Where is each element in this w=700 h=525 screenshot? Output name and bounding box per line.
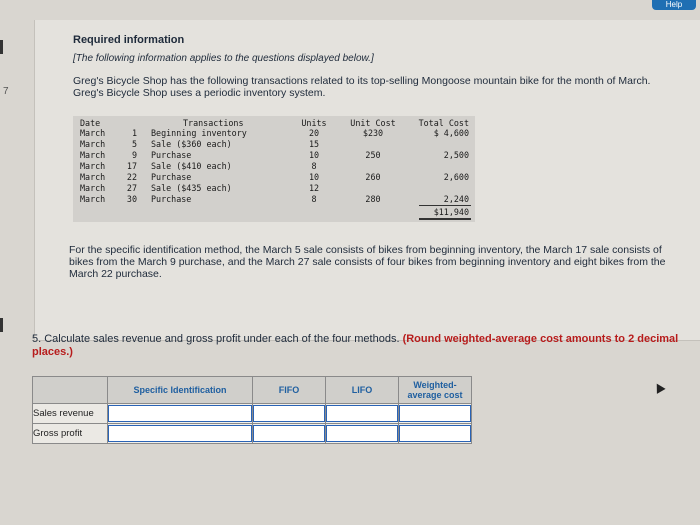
cell-gp-fifo	[253, 424, 326, 444]
required-info-panel	[34, 20, 700, 341]
sales-revenue-weighted-input[interactable]	[399, 405, 471, 422]
cell-gp-lifo	[326, 424, 399, 444]
gross-profit-fifo-input[interactable]	[253, 425, 325, 442]
row-label-gross-profit: Gross profit	[33, 424, 108, 444]
row-units: 10	[308, 150, 320, 160]
sales-revenue-lifo-input[interactable]	[326, 405, 398, 422]
question-number-marker: 7	[3, 86, 9, 97]
row-description: Purchase	[151, 194, 192, 204]
cell-sales-weighted	[399, 404, 472, 424]
row-day: 1	[131, 128, 137, 138]
table-row	[33, 424, 472, 444]
row-units: 8	[311, 194, 317, 204]
cell-gp-weighted	[399, 424, 472, 444]
sales-revenue-specific-input[interactable]	[108, 405, 252, 422]
row-day: 5	[131, 139, 137, 149]
info-description: Greg's Bicycle Shop has the following transactions related to its top-selling Mongoose mountain bike for the month of March. Greg's Bicycle Shop uses a periodic inventory system.	[73, 75, 651, 99]
left-edge-mark	[0, 40, 3, 54]
row-description: Sale ($360 each)	[151, 139, 232, 149]
row-description: Beginning inventory	[151, 128, 247, 138]
left-edge-mark	[0, 318, 3, 332]
answer-table	[32, 376, 472, 444]
grand-total-row	[73, 207, 475, 218]
row-total-cost: 2,500	[443, 150, 469, 160]
gross-profit-lifo-input[interactable]	[326, 425, 398, 442]
col-fifo: FIFO	[253, 377, 326, 404]
transaction-row	[73, 183, 475, 194]
row-label-sales-revenue: Sales revenue	[33, 404, 108, 424]
sales-revenue-fifo-input[interactable]	[253, 405, 325, 422]
header-unit-cost: Unit Cost	[350, 118, 396, 128]
row-unit-cost: 250	[365, 150, 381, 160]
question-instruction: (Round weighted-average cost amounts to 2 decimal places.)	[32, 333, 679, 358]
transaction-row	[73, 128, 475, 139]
col-lifo: LIFO	[326, 377, 399, 404]
header-date: Date	[80, 118, 101, 128]
row-units: 12	[308, 183, 320, 193]
help-tab[interactable]: Help	[652, 0, 696, 10]
row-description: Purchase	[151, 150, 192, 160]
row-description: Sale ($435 each)	[151, 183, 232, 193]
cell-sales-fifo	[253, 404, 326, 424]
row-units: 15	[308, 139, 320, 149]
row-month: March	[80, 172, 106, 182]
row-total-cost: 2,600	[443, 172, 469, 182]
row-description: Sale ($410 each)	[151, 161, 232, 171]
answer-table-header	[33, 377, 472, 404]
row-month: March	[80, 161, 106, 171]
row-units: 20	[308, 128, 320, 138]
mouse-cursor-icon	[652, 381, 665, 394]
question-5	[32, 333, 692, 359]
header-total-cost: Total Cost	[418, 118, 469, 128]
row-month: March	[80, 128, 106, 138]
transaction-row	[73, 194, 475, 205]
row-total-cost: $ 4,600	[433, 128, 469, 138]
row-month: March	[80, 150, 106, 160]
transactions-table	[73, 116, 475, 222]
specific-identification-note: For the specific identification method, the March 5 sale consists of bikes from beginning inventory, the March 17 sale consists of bikes from the March 9 purchase, and the March 27 sale consists of four bikes from beginning inventory and eight bikes from the March 22 purchase.	[69, 244, 666, 280]
row-unit-cost: 280	[365, 194, 381, 204]
cell-sales-specific	[108, 404, 253, 424]
row-month: March	[80, 194, 106, 204]
info-subtitle: [The following information applies to the questions displayed below.]	[73, 53, 374, 64]
grand-total: $11,940	[433, 207, 469, 217]
row-day: 27	[126, 183, 137, 193]
row-month: March	[80, 183, 106, 193]
header-blank	[33, 377, 108, 404]
transaction-row	[73, 139, 475, 150]
row-month: March	[80, 139, 106, 149]
row-day: 17	[126, 161, 137, 171]
row-day: 9	[131, 150, 137, 160]
col-specific-identification: Specific Identification	[108, 377, 253, 404]
transaction-row	[73, 161, 475, 172]
total-double-underline	[419, 218, 471, 220]
row-units: 8	[311, 161, 317, 171]
transaction-row	[73, 150, 475, 161]
header-transactions: Transactions	[183, 118, 244, 128]
gross-profit-specific-input[interactable]	[108, 425, 252, 442]
row-total-cost: 2,240	[443, 194, 469, 204]
cell-gp-specific	[108, 424, 253, 444]
row-unit-cost: 260	[365, 172, 381, 182]
total-underline	[419, 205, 471, 206]
cell-sales-lifo	[326, 404, 399, 424]
header-units: Units	[301, 118, 327, 128]
transaction-row	[73, 172, 475, 183]
row-day: 22	[126, 172, 137, 182]
question-text: 5. Calculate sales revenue and gross profit under each of the four methods.	[32, 333, 400, 345]
col-weighted-average: Weighted-average cost	[399, 377, 472, 404]
row-description: Purchase	[151, 172, 192, 182]
row-day: 30	[126, 194, 137, 204]
row-units: 10	[308, 172, 320, 182]
row-unit-cost: $230	[362, 128, 384, 138]
info-title: Required information	[73, 34, 185, 46]
table-row	[33, 404, 472, 424]
gross-profit-weighted-input[interactable]	[399, 425, 471, 442]
